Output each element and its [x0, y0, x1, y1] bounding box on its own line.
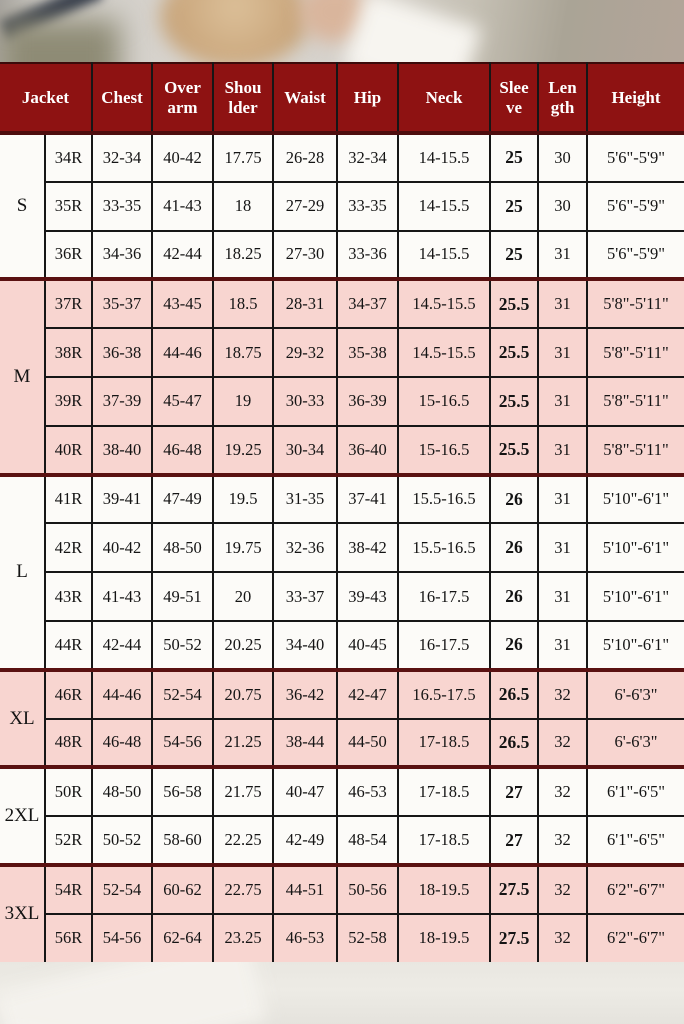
cell-waist: 30-34 [273, 426, 337, 475]
col-header-hip: Hip [337, 63, 398, 133]
cell-shoulder: 17.75 [213, 133, 273, 182]
cell-neck: 14.5-15.5 [398, 328, 490, 377]
background-photo-bottom [0, 962, 684, 1024]
cell-size: 40R [45, 426, 92, 475]
cell-overarm: 45-47 [152, 377, 213, 426]
cell-waist: 33-37 [273, 572, 337, 621]
cell-shoulder: 21.75 [213, 767, 273, 816]
size-table [0, 62, 684, 964]
cell-hip: 36-40 [337, 426, 398, 475]
table-row-43R [0, 572, 684, 621]
cell-sleeve: 27.5 [490, 914, 538, 963]
cell-chest: 36-38 [92, 328, 152, 377]
cell-height: 5'8"-5'11" [587, 426, 684, 475]
cell-waist: 27-30 [273, 231, 337, 280]
cell-neck: 14.5-15.5 [398, 279, 490, 328]
cell-waist: 31-35 [273, 475, 337, 524]
cell-length: 31 [538, 621, 587, 670]
cell-height: 5'10"-6'1" [587, 475, 684, 524]
suit-photo-blur [0, 962, 267, 1024]
cell-shoulder: 19.75 [213, 523, 273, 572]
cell-height: 5'10"-6'1" [587, 523, 684, 572]
table-row-41R [0, 475, 684, 524]
cell-neck: 15.5-16.5 [398, 523, 490, 572]
cell-length: 31 [538, 572, 587, 621]
cell-length: 31 [538, 377, 587, 426]
cell-neck: 14-15.5 [398, 133, 490, 182]
cell-overarm: 60-62 [152, 865, 213, 914]
cell-waist: 28-31 [273, 279, 337, 328]
group-label-S: S [0, 133, 45, 279]
table-row-38R [0, 328, 684, 377]
cell-neck: 15-16.5 [398, 426, 490, 475]
cell-overarm: 44-46 [152, 328, 213, 377]
table-row-46R [0, 670, 684, 719]
cell-length: 32 [538, 865, 587, 914]
cell-sleeve: 25.5 [490, 328, 538, 377]
cell-chest: 32-34 [92, 133, 152, 182]
cell-length: 30 [538, 182, 587, 231]
cell-hip: 32-34 [337, 133, 398, 182]
cell-height: 5'10"-6'1" [587, 621, 684, 670]
cell-size: 35R [45, 182, 92, 231]
cell-waist: 38-44 [273, 719, 337, 768]
col-header-jacket: Jacket [0, 63, 92, 133]
cell-waist: 40-47 [273, 767, 337, 816]
cell-hip: 52-58 [337, 914, 398, 963]
cell-hip: 35-38 [337, 328, 398, 377]
cell-waist: 34-40 [273, 621, 337, 670]
cell-chest: 40-42 [92, 523, 152, 572]
foliage-photo-blur [0, 20, 120, 62]
cell-shoulder: 23.25 [213, 914, 273, 963]
table-row-50R [0, 767, 684, 816]
cell-height: 6'1"-6'5" [587, 816, 684, 865]
cell-shoulder: 18.5 [213, 279, 273, 328]
cell-height: 5'6"-5'9" [587, 182, 684, 231]
cell-length: 31 [538, 231, 587, 280]
cell-overarm: 47-49 [152, 475, 213, 524]
background-photo-top [0, 0, 684, 62]
cell-overarm: 40-42 [152, 133, 213, 182]
table-row-54R [0, 865, 684, 914]
cell-shoulder: 22.75 [213, 865, 273, 914]
cell-chest: 42-44 [92, 621, 152, 670]
col-header-length: Len gth [538, 63, 587, 133]
cell-neck: 18-19.5 [398, 914, 490, 963]
cell-height: 6'2"-6'7" [587, 865, 684, 914]
cell-overarm: 41-43 [152, 182, 213, 231]
col-header-shoulder: Shou lder [213, 63, 273, 133]
cell-shoulder: 19.5 [213, 475, 273, 524]
cell-waist: 30-33 [273, 377, 337, 426]
cell-neck: 16.5-17.5 [398, 670, 490, 719]
beard-photo-blur [160, 0, 310, 62]
cell-length: 31 [538, 328, 587, 377]
col-header-waist: Waist [273, 63, 337, 133]
cell-chest: 37-39 [92, 377, 152, 426]
cell-shoulder: 21.25 [213, 719, 273, 768]
group-label-M: M [0, 279, 45, 474]
cell-height: 5'6"-5'9" [587, 133, 684, 182]
cell-height: 5'6"-5'9" [587, 231, 684, 280]
cell-sleeve: 27.5 [490, 865, 538, 914]
cell-overarm: 43-45 [152, 279, 213, 328]
cell-size: 52R [45, 816, 92, 865]
cell-neck: 17-18.5 [398, 816, 490, 865]
table-row-34R [0, 133, 684, 182]
cell-hip: 39-43 [337, 572, 398, 621]
table-row-36R [0, 231, 684, 280]
cell-overarm: 62-64 [152, 914, 213, 963]
cell-sleeve: 27 [490, 767, 538, 816]
group-label-3XL: 3XL [0, 865, 45, 963]
group-label-XL: XL [0, 670, 45, 768]
cell-shoulder: 22.25 [213, 816, 273, 865]
cell-height: 5'8"-5'11" [587, 377, 684, 426]
cell-overarm: 46-48 [152, 426, 213, 475]
cell-hip: 40-45 [337, 621, 398, 670]
cell-length: 31 [538, 279, 587, 328]
cell-size: 50R [45, 767, 92, 816]
cell-overarm: 48-50 [152, 523, 213, 572]
cell-size: 44R [45, 621, 92, 670]
cell-chest: 41-43 [92, 572, 152, 621]
cell-neck: 14-15.5 [398, 182, 490, 231]
table-row-39R [0, 377, 684, 426]
cell-hip: 34-37 [337, 279, 398, 328]
cell-waist: 26-28 [273, 133, 337, 182]
cell-sleeve: 25.5 [490, 279, 538, 328]
cell-sleeve: 26.5 [490, 670, 538, 719]
cell-shoulder: 20.25 [213, 621, 273, 670]
cell-shoulder: 19.25 [213, 426, 273, 475]
cell-sleeve: 26 [490, 572, 538, 621]
cell-size: 38R [45, 328, 92, 377]
cell-chest: 52-54 [92, 865, 152, 914]
cell-length: 31 [538, 523, 587, 572]
group-label-L: L [0, 475, 45, 670]
cell-shoulder: 18 [213, 182, 273, 231]
cell-sleeve: 25 [490, 182, 538, 231]
cell-chest: 48-50 [92, 767, 152, 816]
cell-waist: 29-32 [273, 328, 337, 377]
cell-chest: 35-37 [92, 279, 152, 328]
cell-height: 6'2"-6'7" [587, 914, 684, 963]
cell-chest: 34-36 [92, 231, 152, 280]
cell-neck: 16-17.5 [398, 621, 490, 670]
cell-size: 42R [45, 523, 92, 572]
cell-size: 48R [45, 719, 92, 768]
cell-sleeve: 25 [490, 133, 538, 182]
cell-height: 6'1"-6'5" [587, 767, 684, 816]
cell-overarm: 52-54 [152, 670, 213, 719]
cell-height: 5'8"-5'11" [587, 328, 684, 377]
cell-chest: 39-41 [92, 475, 152, 524]
cell-overarm: 42-44 [152, 231, 213, 280]
col-header-height: Height [587, 63, 684, 133]
cell-waist: 27-29 [273, 182, 337, 231]
cell-size: 34R [45, 133, 92, 182]
header-row [0, 63, 684, 133]
table-row-37R [0, 279, 684, 328]
cell-hip: 42-47 [337, 670, 398, 719]
cell-shoulder: 20 [213, 572, 273, 621]
cell-length: 31 [538, 475, 587, 524]
cell-neck: 16-17.5 [398, 572, 490, 621]
cell-length: 32 [538, 767, 587, 816]
cell-size: 36R [45, 231, 92, 280]
cell-length: 32 [538, 719, 587, 768]
cell-overarm: 54-56 [152, 719, 213, 768]
cell-chest: 33-35 [92, 182, 152, 231]
cell-size: 39R [45, 377, 92, 426]
cell-neck: 18-19.5 [398, 865, 490, 914]
cell-overarm: 49-51 [152, 572, 213, 621]
cell-hip: 46-53 [337, 767, 398, 816]
table-row-48R [0, 719, 684, 768]
cell-chest: 46-48 [92, 719, 152, 768]
cell-neck: 15.5-16.5 [398, 475, 490, 524]
cell-hip: 44-50 [337, 719, 398, 768]
cell-neck: 14-15.5 [398, 231, 490, 280]
table-row-42R [0, 523, 684, 572]
cell-neck: 15-16.5 [398, 377, 490, 426]
cell-hip: 33-35 [337, 182, 398, 231]
cell-length: 32 [538, 816, 587, 865]
cell-neck: 17-18.5 [398, 767, 490, 816]
cell-sleeve: 26.5 [490, 719, 538, 768]
cell-chest: 50-52 [92, 816, 152, 865]
cell-height: 6'-6'3" [587, 719, 684, 768]
cell-waist: 36-42 [273, 670, 337, 719]
cell-hip: 37-41 [337, 475, 398, 524]
cell-neck: 17-18.5 [398, 719, 490, 768]
cell-sleeve: 27 [490, 816, 538, 865]
cell-size: 46R [45, 670, 92, 719]
cell-sleeve: 25.5 [490, 377, 538, 426]
cell-overarm: 58-60 [152, 816, 213, 865]
cell-shoulder: 19 [213, 377, 273, 426]
cell-size: 43R [45, 572, 92, 621]
table-row-44R [0, 621, 684, 670]
cell-height: 5'10"-6'1" [587, 572, 684, 621]
cell-hip: 38-42 [337, 523, 398, 572]
cell-waist: 32-36 [273, 523, 337, 572]
table-body [0, 133, 684, 963]
cell-chest: 54-56 [92, 914, 152, 963]
cell-length: 31 [538, 426, 587, 475]
col-header-chest: Chest [92, 63, 152, 133]
cell-chest: 38-40 [92, 426, 152, 475]
cell-shoulder: 18.75 [213, 328, 273, 377]
cell-hip: 50-56 [337, 865, 398, 914]
cell-size: 56R [45, 914, 92, 963]
cell-height: 6'-6'3" [587, 670, 684, 719]
table-row-56R [0, 914, 684, 963]
cell-shoulder: 18.25 [213, 231, 273, 280]
cell-shoulder: 20.75 [213, 670, 273, 719]
shirt-photo-blur [343, 0, 482, 62]
cell-hip: 33-36 [337, 231, 398, 280]
cell-waist: 46-53 [273, 914, 337, 963]
cell-size: 41R [45, 475, 92, 524]
cell-chest: 44-46 [92, 670, 152, 719]
cell-sleeve: 26 [490, 475, 538, 524]
col-header-sleeve: Slee ve [490, 63, 538, 133]
cell-sleeve: 26 [490, 621, 538, 670]
cell-height: 5'8"-5'11" [587, 279, 684, 328]
cell-length: 30 [538, 133, 587, 182]
cell-waist: 42-49 [273, 816, 337, 865]
col-header-overarm: Over arm [152, 63, 213, 133]
cell-size: 54R [45, 865, 92, 914]
cell-sleeve: 25 [490, 231, 538, 280]
cell-waist: 44-51 [273, 865, 337, 914]
table-row-52R [0, 816, 684, 865]
cell-sleeve: 26 [490, 523, 538, 572]
cell-sleeve: 25.5 [490, 426, 538, 475]
table-row-35R [0, 182, 684, 231]
group-label-2XL: 2XL [0, 767, 45, 865]
cell-hip: 48-54 [337, 816, 398, 865]
cell-overarm: 50-52 [152, 621, 213, 670]
table-header [0, 63, 684, 133]
col-header-neck: Neck [398, 63, 490, 133]
cell-length: 32 [538, 670, 587, 719]
table-row-40R [0, 426, 684, 475]
cell-hip: 36-39 [337, 377, 398, 426]
cell-overarm: 56-58 [152, 767, 213, 816]
cell-size: 37R [45, 279, 92, 328]
cell-length: 32 [538, 914, 587, 963]
